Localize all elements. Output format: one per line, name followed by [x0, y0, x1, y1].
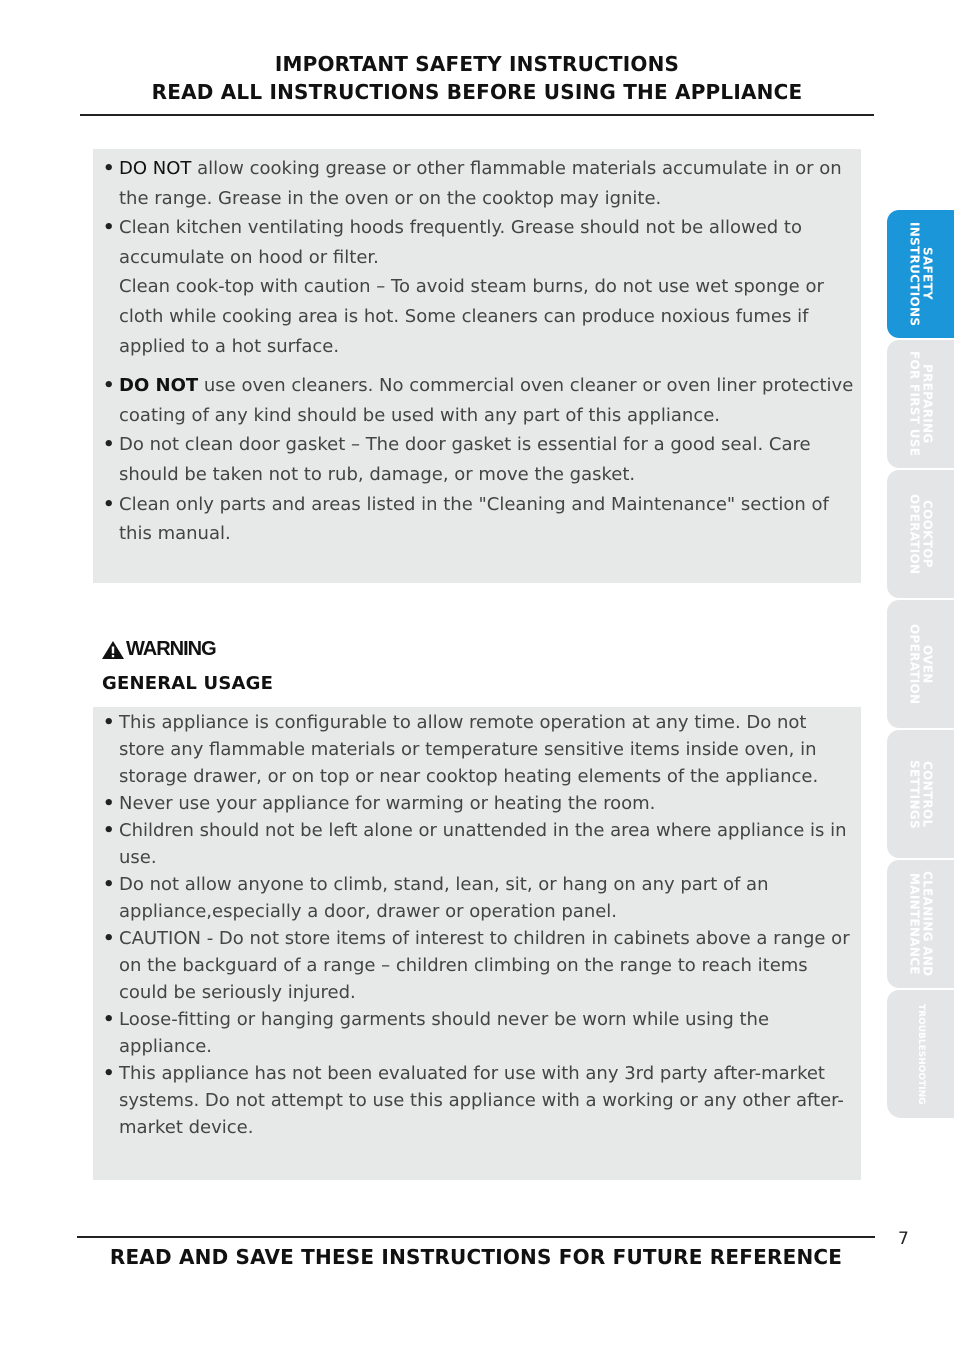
tab-cleaning-and-maintenance[interactable]: [887, 860, 954, 988]
list-item-text: CAUTION - Do not store items of interest to children in cabinets above a range or on the backguard of a range – children climbing on the range to reach items could be seriously injured.: [119, 928, 850, 1003]
list-item-text: Clean kitchen ventilating hoods frequently. Grease should not be allowed to accumulate on hood or filter.: [119, 217, 802, 268]
tab-troubleshooting[interactable]: [887, 990, 954, 1118]
tab-preparing-for-first-use[interactable]: [887, 340, 954, 468]
do-not-label: DO NOT: [119, 158, 192, 179]
bullet: •: [103, 217, 115, 239]
general-usage-box: [93, 707, 861, 1180]
bullet: •: [103, 928, 115, 949]
list-item: [101, 213, 855, 361]
footer-text: READ AND SAVE THESE INSTRUCTIONS FOR FUTURE REFERENCE: [109, 1245, 843, 1269]
tab-label: CLEANING AND MAINTENANCE: [907, 871, 935, 977]
section-subheading: GENERAL USAGE: [102, 673, 274, 694]
list-item: [101, 490, 855, 549]
list-item-extra-text: Clean cook-top with caution – To avoid steam burns, do not use wet sponge or cloth while cooking area is hot. Some cleaners can produce noxious fumes if applied to a hot surface.: [119, 276, 824, 357]
header-title-line1: IMPORTANT SAFETY INSTRUCTIONS: [274, 52, 680, 76]
do-not-label: DO NOT: [119, 375, 199, 397]
bullet: •: [103, 874, 115, 895]
list-item-text: This appliance has not been evaluated for use with any 3rd party after-market systems. Do not attempt to use this appliance with a working or any other after-market device.: [119, 1063, 844, 1138]
bullet: •: [103, 375, 115, 397]
footer-divider: [77, 1236, 875, 1238]
list-item-text: use oven cleaners. No commercial oven cleaner or oven liner protective coating of any kind should be used with any part of this appliance.: [119, 375, 854, 426]
tab-label: TROUBLESHOOTING: [916, 1003, 926, 1105]
list-item: [101, 709, 855, 790]
list-item-text: Loose-fitting or hanging garments should never be worn while using the appliance.: [119, 1009, 770, 1057]
list-item-text: Children should not be left alone or unattended in the area where appliance is in use.: [119, 820, 847, 868]
section-tabs: [887, 210, 954, 1120]
tab-oven-operation[interactable]: [887, 600, 954, 728]
warning-triangle-icon: [101, 640, 125, 660]
list-item-text: This appliance is configurable to allow remote operation at any time. Do not store any flammable materials or temperature sensitive items inside oven, in storage drawer, or on top or near cooktop heating elements of the appliance.: [119, 712, 819, 787]
bullet: •: [103, 158, 115, 179]
tab-cooktop-operation[interactable]: [887, 470, 954, 598]
page-header: [80, 50, 874, 106]
list-item: [101, 817, 855, 871]
tab-label: COOKTOP OPERATION: [907, 493, 935, 575]
bullet: •: [103, 820, 115, 841]
bullet: •: [103, 1063, 115, 1084]
tab-label: PREPARING FOR FIRST USE: [907, 351, 935, 457]
list-item-text: Clean only parts and areas listed in the "Cleaning and Maintenance" section of this manual.: [119, 493, 829, 545]
list-item: [101, 430, 855, 489]
tab-label: OVEN OPERATION: [907, 623, 935, 705]
list-item-text: allow cooking grease or other flammable materials accumulate in or on the range. Grease in the oven or on the cooktop may ignite.: [119, 158, 842, 209]
list-item-text: Do not allow anyone to climb, stand, lean, sit, or hang on any part of an appliance,especially a door, drawer or operation panel.: [119, 874, 769, 922]
page-number: 7: [898, 1229, 909, 1249]
list-item-text: Do not clean door gasket – The door gasket is essential for a good seal. Care should be taken not to rub, damage, or move the gasket.: [119, 434, 811, 485]
list-item-text: Never use your appliance for warming or heating the room.: [119, 793, 656, 814]
tab-safety-instructions[interactable]: [887, 210, 954, 338]
bullet: •: [103, 434, 115, 456]
warning-heading: [101, 638, 216, 661]
bullet: •: [103, 1009, 115, 1030]
list-item: [101, 1060, 855, 1141]
bullet: •: [103, 493, 115, 515]
bullet: •: [103, 712, 115, 733]
header-title-line2: READ ALL INSTRUCTIONS BEFORE USING THE APPLIANCE: [151, 80, 803, 104]
bullet: •: [103, 793, 115, 814]
warning-label: WARNING: [126, 638, 216, 660]
list-item: [101, 154, 855, 213]
list-item: [101, 1006, 855, 1060]
cleaning-instructions-box: [93, 149, 861, 583]
tab-label: SAFETY INSTRUCTIONS: [907, 221, 935, 327]
list-item: [101, 871, 855, 925]
list-item: [101, 790, 855, 817]
tab-control-settings[interactable]: [887, 730, 954, 858]
tab-label: CONTROL SETTINGS: [907, 759, 935, 829]
header-divider: [80, 114, 874, 116]
list-item: [101, 371, 855, 430]
list-item: [101, 925, 855, 1006]
